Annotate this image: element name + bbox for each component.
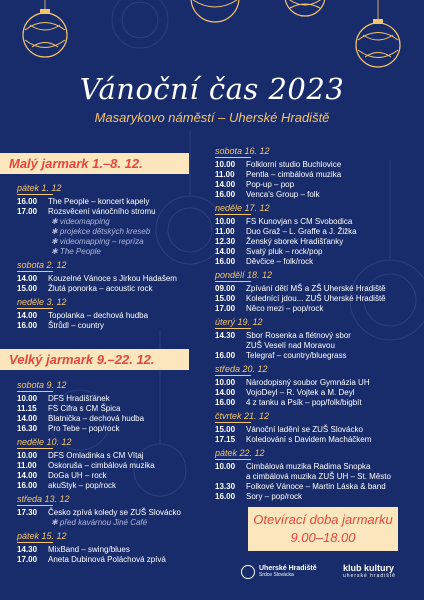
event-row: [17, 451, 217, 461]
event-row: [215, 304, 415, 314]
event-time: 16.00: [215, 492, 236, 501]
event-row: [17, 545, 217, 555]
event-title: Koledování s Davidem Macháčkem: [246, 435, 372, 444]
event-title: Kolednící jdou... ZUŠ Uherské Hradiště: [246, 294, 386, 303]
day-underline: [17, 447, 55, 451]
day-underline: [215, 213, 253, 217]
event-row: [17, 481, 217, 491]
event-note: ✱ před kavárnou Jiné Café: [51, 518, 148, 527]
day-heading: neděle 10. 12: [17, 437, 72, 447]
day-heading: sobota 2. 12: [17, 260, 67, 270]
event-title: ZUŠ Veselí nad Moravou: [246, 341, 335, 350]
day-heading: neděle 3. 12: [17, 297, 67, 307]
event-time: 14.00: [17, 274, 38, 283]
event-time: 11.15: [17, 404, 37, 413]
event-time: 14.00: [215, 388, 236, 397]
event-time: 16.00: [17, 197, 38, 206]
event-title: Kouzelné Vánoce s Jirkou Hadašem: [48, 274, 177, 283]
event-title: Svatý pluk – rock/pop: [246, 247, 323, 256]
event-row: [17, 311, 217, 321]
event-title: Štrůdl – country: [48, 321, 105, 330]
event-title: Sory – pop/rock: [246, 492, 303, 501]
opening-hours-box: [248, 507, 398, 551]
day-heading: sobota 16. 12: [215, 146, 270, 156]
event-time: 11.00: [17, 461, 37, 470]
event-time: 17.30: [17, 508, 38, 517]
event-row: [215, 160, 415, 170]
event-time: 10.00: [215, 217, 236, 226]
day-underline: [215, 374, 253, 378]
event-row: [17, 274, 217, 284]
event-row: [215, 284, 415, 294]
event-row: [215, 257, 415, 267]
opening-hours-time: 9.00–18.00: [290, 530, 356, 545]
city-logo-icon: [241, 565, 255, 579]
event-time: 16.00: [215, 398, 236, 407]
event-title: Folkové Vánoce – Martin Láska & band: [246, 482, 386, 491]
event-title: VojoDeyl – R. Vojtek a M. Deyl: [246, 388, 355, 397]
event-row: [17, 508, 217, 518]
event-row: [215, 351, 415, 361]
event-row: [215, 472, 415, 482]
event-time: 14.00: [215, 180, 236, 189]
event-title: Žlutá ponorka – acoustic rock: [48, 284, 153, 293]
event-time: 14.00: [17, 311, 38, 320]
event-note: ✱ videomapping – repríza: [51, 237, 144, 246]
day-underline: [215, 458, 253, 462]
event-row: [17, 197, 217, 207]
event-time: 10.00: [215, 378, 236, 387]
event-title: Venca's Group – folk: [246, 190, 320, 199]
event-time: 17.15: [215, 435, 236, 444]
event-row: [215, 190, 415, 200]
event-row: [215, 294, 415, 304]
schedule-big-market: [17, 377, 217, 565]
event-title: Ženský sborek Hradišťanky: [246, 237, 344, 246]
event-time: [215, 341, 246, 351]
event-title: Česko zpívá koledy se ZUŠ Slovácko: [48, 508, 181, 517]
day-heading: neděle 17. 12: [215, 203, 270, 213]
event-title: Rozsvěcení vánočního stromu: [48, 207, 156, 216]
event-row: [215, 247, 415, 257]
page-subtitle: Masarykovo náměstí – Uherské Hradiště: [94, 110, 330, 125]
day-heading: středa 20. 12: [215, 364, 268, 374]
day-underline: [17, 307, 55, 311]
event-row: [215, 425, 415, 435]
event-title: MixBand – swing/blues: [48, 545, 130, 554]
event-time: 16.30: [17, 424, 38, 433]
event-row: [215, 492, 415, 502]
event-time: 15.00: [215, 425, 236, 434]
event-time: 10.00: [17, 394, 38, 403]
day-heading: pátek 15. 12: [17, 531, 67, 541]
event-title: Blatnička – dechová hudba: [48, 414, 145, 423]
event-row: [215, 180, 415, 190]
event-title: Telegraf – country/bluegrass: [246, 351, 347, 360]
event-time: 14.00: [215, 247, 236, 256]
opening-hours-label: Otevírací doba jarmarku: [253, 512, 393, 527]
event-row: [215, 388, 415, 398]
event-row: [17, 394, 217, 404]
event-title: Děvčice – folk/rock: [246, 257, 314, 266]
event-row: [215, 462, 415, 472]
event-title: DFS Hradišťánek: [48, 394, 110, 403]
event-title: Pro Tebe – pop/rock: [48, 424, 120, 433]
event-time: 10.00: [215, 462, 236, 471]
event-title: DFS Omladinka s CM Vítaj: [48, 451, 144, 460]
event-row: [17, 461, 217, 471]
event-time: 14.00: [17, 414, 38, 423]
event-time: 14.30: [17, 545, 38, 554]
event-title: FS Kunovjan s CM Svobodica: [246, 217, 353, 226]
event-row: [17, 404, 217, 414]
event-title: 4 z tanku a Psík – pop/folk/bigbít: [246, 398, 362, 407]
banner-big-market: Velký jarmark 9.–22. 12.: [0, 349, 189, 370]
event-title: Národopisný soubor Gymnázia UH: [246, 378, 370, 387]
day-heading: čtvrtek 21. 12: [215, 411, 270, 421]
event-row: [215, 170, 415, 180]
event-title: Vánoční ladění se ZUŠ Slovácko: [246, 425, 363, 434]
event-row: [17, 424, 217, 434]
event-row: [215, 398, 415, 408]
event-time: 14.00: [17, 471, 38, 480]
day-underline: [17, 390, 55, 394]
event-row: [215, 435, 415, 445]
day-underline: [215, 421, 253, 425]
event-time: 12.30: [215, 237, 236, 246]
day-underline: [17, 541, 55, 545]
event-time: 15.00: [215, 294, 236, 303]
event-title: Topolanka – dechová hudba: [48, 311, 149, 320]
event-time: 14.30: [215, 331, 236, 340]
event-title: Zpívání dětí MŠ a ZŠ Uherské Hradiště: [246, 284, 386, 293]
day-underline: [17, 270, 55, 274]
event-row: [17, 284, 217, 294]
event-time: 10.00: [17, 451, 38, 460]
event-time: 16.00: [215, 351, 236, 360]
event-title: FS Cifra s CM Špica: [48, 404, 121, 413]
day-underline: [215, 327, 253, 331]
event-title: Duo Graž – L. Graffe a J. Žižka: [246, 227, 357, 236]
event-title: Oskoruša – cimbálová muzika: [48, 461, 155, 470]
event-row: [215, 227, 415, 237]
event-row: [215, 378, 415, 388]
event-row: [17, 471, 217, 481]
event-title: DoGa UH – rock: [48, 471, 107, 480]
uherske-hradiste-logo: [241, 565, 317, 579]
day-heading: pátek 1. 12: [17, 183, 62, 193]
day-underline: [17, 193, 55, 197]
event-title: a cimbálová muzika ZUŠ UH – St. Město: [246, 472, 391, 481]
event-row: [215, 331, 415, 341]
day-heading: pondělí 18. 12: [215, 270, 273, 280]
event-title: Něco mezi – pop/rock: [246, 304, 324, 313]
day-underline: [215, 280, 253, 284]
event-row: [17, 555, 217, 565]
event-row: [17, 321, 217, 331]
event-note: ✱ projekce dětských kreseb: [51, 227, 151, 236]
day-underline: [215, 156, 253, 160]
city-logo-name: Uherské Hradiště: [259, 565, 317, 572]
event-time: 11.00: [215, 227, 235, 236]
event-time: 09.00: [215, 284, 236, 293]
event-row: [215, 217, 415, 227]
day-heading: úterý 19. 12: [215, 317, 263, 327]
day-heading: středa 13. 12: [17, 494, 70, 504]
event-row: [215, 482, 415, 492]
banner-small-market: Malý jarmark 1.–8. 12.: [0, 153, 189, 174]
event-title: Aneta Dubinová Poláchová zpívá: [48, 555, 166, 564]
klub-logo-name: klub kultury: [343, 563, 395, 573]
event-row: [17, 207, 217, 217]
klub-logo-sub: uherské hradiště: [343, 573, 396, 579]
page-title: Vánoční čas 2023: [79, 72, 345, 106]
day-heading: sobota 9. 12: [17, 380, 67, 390]
event-time: 16.00: [17, 481, 38, 490]
event-row: [17, 414, 217, 424]
event-title: The People – koncert kapely: [48, 197, 150, 206]
event-time: 15.00: [17, 284, 38, 293]
event-time: [215, 472, 246, 482]
event-title: Folklorní studio Buchlovice: [246, 160, 342, 169]
event-time: 16.00: [215, 257, 236, 266]
event-title: Sbor Rosenka a flétnový sbor: [246, 331, 351, 340]
klub-kultury-logo: [343, 563, 396, 579]
event-time: 17.00: [17, 207, 38, 216]
event-title: Cimbálová muzika Radima Snopka: [246, 462, 371, 471]
event-time: 16.00: [215, 190, 236, 199]
schedule-small-market: [17, 180, 217, 331]
event-time: 17.00: [215, 304, 236, 313]
event-title: Pentla – cimbálová muzika: [246, 170, 342, 179]
day-underline: [17, 504, 55, 508]
event-row: [215, 237, 415, 247]
city-logo-sub: Srdce Slovácka: [259, 572, 294, 578]
event-time: 10.00: [215, 160, 236, 169]
event-title: Pop-up – pop: [246, 180, 295, 189]
schedule-right-column: [215, 143, 415, 502]
event-time: 16.00: [17, 321, 38, 330]
event-time: 11.00: [215, 170, 235, 179]
day-heading: pátek 22. 12: [215, 448, 265, 458]
event-note: ✱ videomapping: [51, 217, 110, 226]
event-time: 13.30: [215, 482, 236, 491]
event-title: akuStyk – pop/rock: [48, 481, 117, 490]
event-time: 17.00: [17, 555, 38, 564]
event-note: ✱ The People: [51, 247, 101, 256]
event-row: [215, 341, 415, 351]
